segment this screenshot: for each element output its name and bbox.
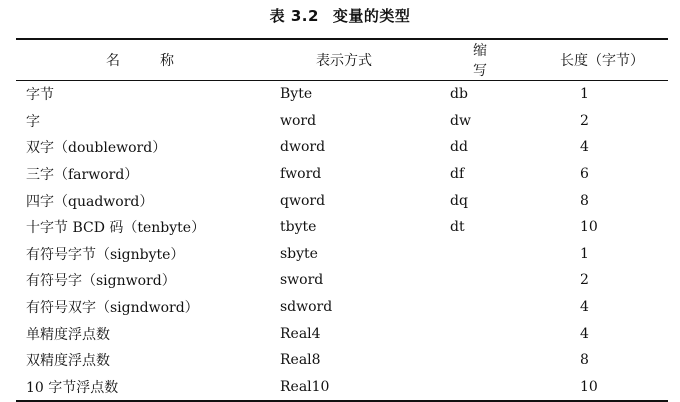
header-name: 名称: [106, 53, 214, 69]
cell-abbr: df: [450, 166, 465, 183]
header-length: 长度（字节）: [560, 53, 644, 69]
cell-name: 三字（farword）: [26, 167, 139, 184]
cell-length: 1: [580, 245, 589, 262]
cell-abbr: dw: [450, 112, 471, 129]
cell-length: 10: [580, 378, 598, 395]
table-row: [16, 320, 668, 347]
cell-length: 8: [580, 192, 589, 209]
cell-abbr: dt: [450, 219, 465, 236]
cell-name: 10 字节浮点数: [26, 379, 119, 396]
table-row: [16, 347, 668, 374]
cell-name: 十字节 BCD 码（tenbyte）: [26, 220, 206, 237]
table-row: [16, 108, 668, 135]
table-row: [16, 294, 668, 321]
cell-directive: Real10: [280, 378, 330, 395]
cell-name: 字节: [26, 87, 54, 104]
cell-name: 有符号字节（signbyte）: [26, 246, 185, 263]
cell-directive: sword: [280, 272, 324, 289]
table-row: [16, 214, 668, 241]
cell-length: 4: [580, 139, 589, 156]
cell-abbr: [424, 294, 536, 321]
cell-directive: fword: [280, 166, 322, 183]
header-abbr: 缩写: [473, 43, 527, 79]
header-directive: 表示方式: [316, 53, 372, 69]
table-row: [16, 241, 668, 268]
cell-abbr: dd: [450, 139, 468, 156]
cell-directive: sbyte: [280, 245, 318, 262]
table-row: [16, 161, 668, 188]
table-row: [16, 374, 668, 402]
cell-directive: Real4: [280, 325, 321, 342]
table-row: [16, 267, 668, 294]
cell-length: 10: [580, 219, 598, 236]
cell-directive: sdword: [280, 299, 333, 316]
cell-length: 6: [580, 166, 589, 183]
table-number: 表 3.2: [269, 7, 319, 25]
cell-name: 有符号字（signword）: [26, 273, 176, 290]
cell-name: 双字（doubleword）: [26, 140, 167, 157]
variable-types-table: [16, 38, 668, 402]
cell-abbr: [424, 320, 536, 347]
table-row: [16, 134, 668, 161]
cell-abbr: [424, 241, 536, 268]
cell-name: 四字（quadword）: [26, 193, 154, 210]
cell-abbr: dq: [450, 192, 468, 209]
cell-directive: qword: [280, 192, 326, 209]
table-header-row: [16, 39, 668, 81]
table-caption: [0, 6, 680, 26]
cell-length: 4: [580, 299, 589, 316]
table-row: [16, 81, 668, 108]
cell-directive: tbyte: [280, 219, 317, 236]
cell-directive: word: [280, 112, 317, 129]
cell-name: 单精度浮点数: [26, 326, 110, 343]
cell-abbr: [424, 267, 536, 294]
cell-abbr: [424, 374, 536, 402]
cell-name: 有符号双字（signdword）: [26, 300, 199, 317]
table-row: [16, 187, 668, 214]
cell-directive: dword: [280, 139, 326, 156]
cell-length: 1: [580, 86, 589, 103]
cell-directive: Real8: [280, 352, 321, 369]
cell-length: 8: [580, 352, 589, 369]
cell-name: 双精度浮点数: [26, 353, 110, 370]
cell-length: 2: [580, 272, 589, 289]
cell-directive: Byte: [280, 86, 313, 103]
cell-name: 字: [26, 113, 40, 130]
cell-abbr: db: [450, 86, 468, 103]
cell-abbr: [424, 347, 536, 374]
cell-length: 4: [580, 325, 589, 342]
cell-length: 2: [580, 112, 589, 129]
table-title: 变量的类型: [332, 7, 411, 25]
